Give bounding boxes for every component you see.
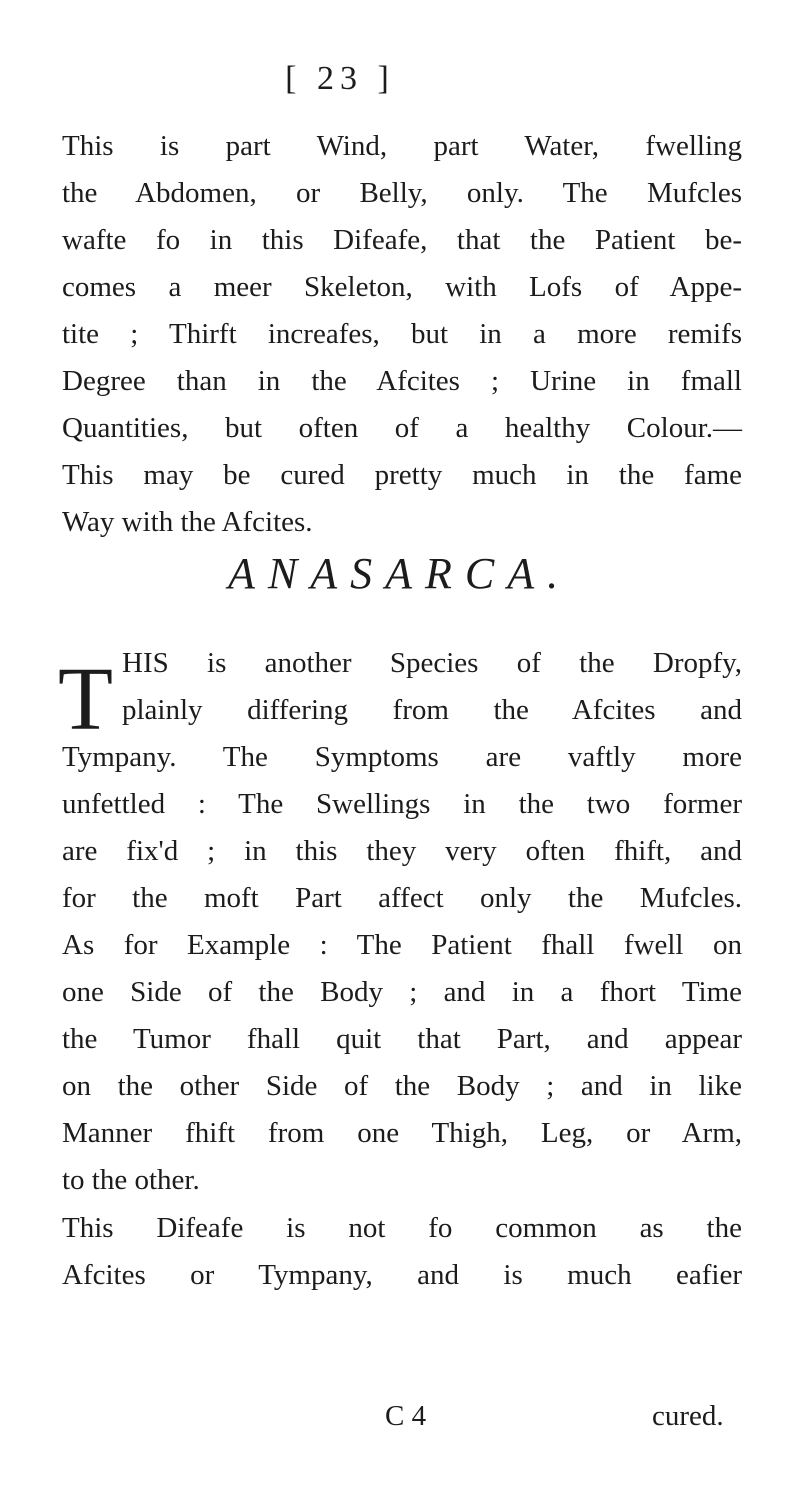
text-line: the Tumor fhall quit that Part, and appear bbox=[62, 1023, 742, 1055]
text-line: Afcites or Tympany, and is much eafier bbox=[62, 1259, 742, 1291]
signature-mark: C 4 bbox=[385, 1400, 427, 1432]
text-line: As for Example : The Patient fhall fwell on bbox=[62, 929, 742, 961]
page-number: [ 23 ] bbox=[285, 60, 395, 97]
text-line: on the other Side of the Body ; and in like bbox=[62, 1070, 742, 1102]
text-line: one Side of the Body ; and in a fhort Time bbox=[62, 976, 742, 1008]
paragraph-rarity bbox=[62, 1205, 742, 1299]
text-line: to the other. bbox=[62, 1164, 200, 1196]
text-line: Degree than in the Afcites ; Urine in fmall bbox=[62, 365, 742, 397]
drop-cap: T bbox=[58, 650, 113, 749]
text-line: This may be cured pretty much in the fame bbox=[62, 459, 742, 491]
text-line: the Abdomen, or Belly, only. The Mufcles bbox=[62, 177, 742, 209]
text-line: Tympany. The Symptoms are vaftly more bbox=[62, 741, 742, 773]
text-line: This is part Wind, part Water, fwelling bbox=[62, 130, 742, 162]
text-line: plainly differing from the Afcites and bbox=[122, 694, 742, 726]
text-line: tite ; Thirft increafes, but in a more remifs bbox=[62, 318, 742, 350]
text-line: Manner fhift from one Thigh, Leg, or Arm, bbox=[62, 1117, 742, 1149]
text-line: comes a meer Skeleton, with Lofs of Appe- bbox=[62, 271, 742, 303]
text-line: HIS is another Species of the Dropfy, bbox=[122, 647, 742, 679]
text-line: This Difeafe is not fo common as the bbox=[62, 1212, 742, 1244]
text-line: Way with the Afcites. bbox=[62, 506, 313, 538]
text-line: Quantities, but often of a healthy Colour.— bbox=[62, 412, 742, 444]
text-line: for the moft Part affect only the Mufcles. bbox=[62, 882, 742, 914]
paragraph-tympany bbox=[62, 123, 742, 546]
section-heading: ANASARCA. bbox=[228, 549, 572, 598]
text-line: unfettled : The Swellings in the two former bbox=[62, 788, 742, 820]
text-line: are fix'd ; in this they very often fhift, and bbox=[62, 835, 742, 867]
paragraph-anasarca bbox=[62, 640, 742, 1204]
text-line: wafte fo in this Difeafe, that the Patient be- bbox=[62, 224, 742, 256]
catchword: cured. bbox=[652, 1400, 724, 1432]
